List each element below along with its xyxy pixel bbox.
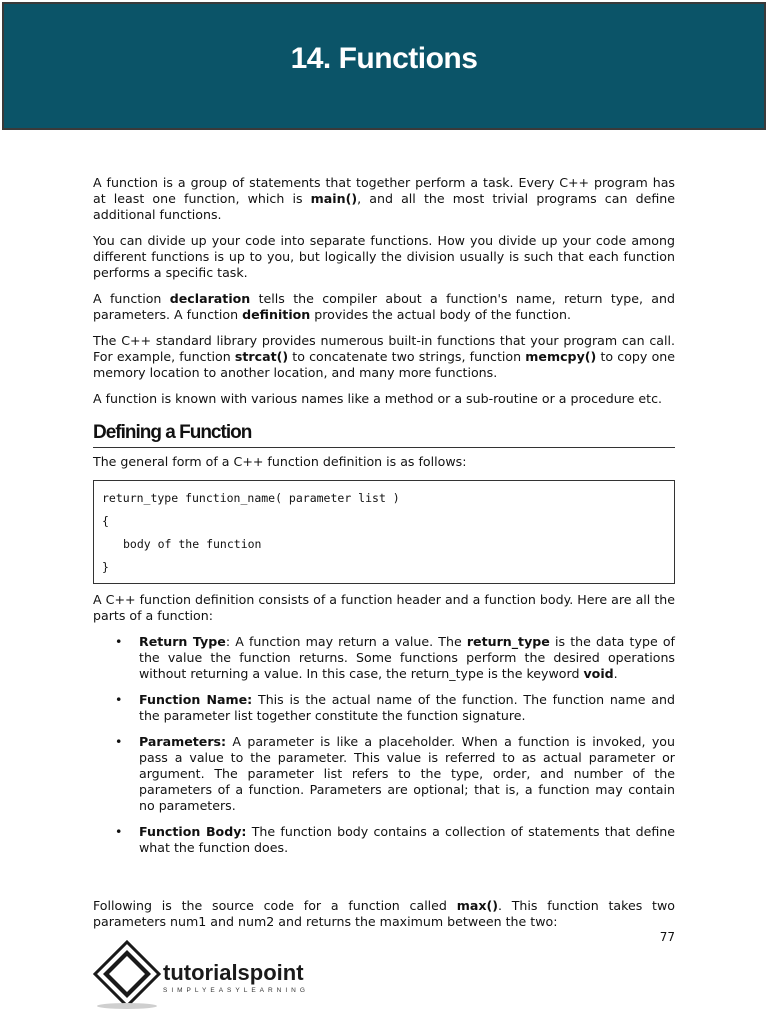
list-item-parameters: • Parameters: A parameter is like a placeholder. When a function is invoked, you pass a value to the parameter. This value is referred to as actual parameter or argument. The parameter list refers to the type, order, and number of the parameters of a function. Parameters are optional; that is, a function may contain no parameters.: [115, 734, 675, 813]
intro-paragraph-3: A function declaration tells the compiler about a function's name, return type, and parameters. A function definition provides the actual body of the function.: [93, 291, 675, 322]
chapter-banner: [2, 2, 766, 130]
section-lead: The general form of a C++ function definition is as follows:: [93, 454, 467, 469]
intro-paragraph-4: The C++ standard library provides numerous built-in functions that your program can call. For example, function strcat() to concatenate two strings, function memcpy() to copy one memory location to another location, and many more functions.: [93, 333, 675, 380]
logo-wordmark: tutorialspoint: [163, 960, 304, 985]
page-content: [93, 175, 675, 940]
logo-tagline: SIMPLYEASYLEARNING: [163, 987, 309, 994]
list-item-function-name: • Function Name: This is the actual name of the function. The function name and the parameter list together constitute the function signature.: [115, 692, 676, 723]
bullet-icon: •: [115, 734, 123, 749]
code-line: body of the function: [123, 537, 262, 551]
bullet-icon: •: [115, 824, 123, 839]
list-item-return-type: • Return Type: A function may return a value. The return_type is the data type of the value the function returns. Some functions perform the desired operations without returning a value. In this case, the return_type is the keyword void.: [115, 634, 675, 681]
chapter-title: 14. Functions: [290, 42, 478, 75]
bullet-icon: •: [115, 692, 123, 707]
code-line: {: [102, 514, 109, 528]
bullet-icon: •: [115, 634, 123, 649]
function-parts-list: [93, 634, 675, 856]
section-heading: Defining a Function: [93, 421, 675, 448]
list-item-function-body: • Function Body: The function body contains a collection of statements that define what the function does.: [115, 824, 675, 855]
intro-paragraph-5: A function is known with various names like a method or a sub-routine or a procedure etc.: [93, 391, 663, 406]
logo-shadow: [97, 1003, 157, 1009]
trailing-paragraph: Following is the source code for a function called max(). This function takes two parameters num1 and num2 and returns the maximum between the two:: [93, 898, 675, 929]
intro-paragraph-1: A function is a group of statements that together perform a task. Every C++ program has at least one function, which is main(), and all the most trivial programs can define additional functions.: [93, 175, 675, 222]
code-line: }: [102, 560, 109, 574]
code-block: [93, 480, 675, 584]
parts-intro: A C++ function definition consists of a function header and a function body. Here are all the parts of a function:: [93, 592, 675, 623]
page-number: 77: [659, 930, 675, 944]
tutorialspoint-logo: [93, 940, 343, 1010]
code-line: return_type function_name( parameter list ): [102, 491, 400, 505]
intro-paragraph-2: You can divide up your code into separate functions. How you divide up your code among different functions is up to you, but logically the division usually is such that each function performs a specific task.: [93, 233, 675, 280]
